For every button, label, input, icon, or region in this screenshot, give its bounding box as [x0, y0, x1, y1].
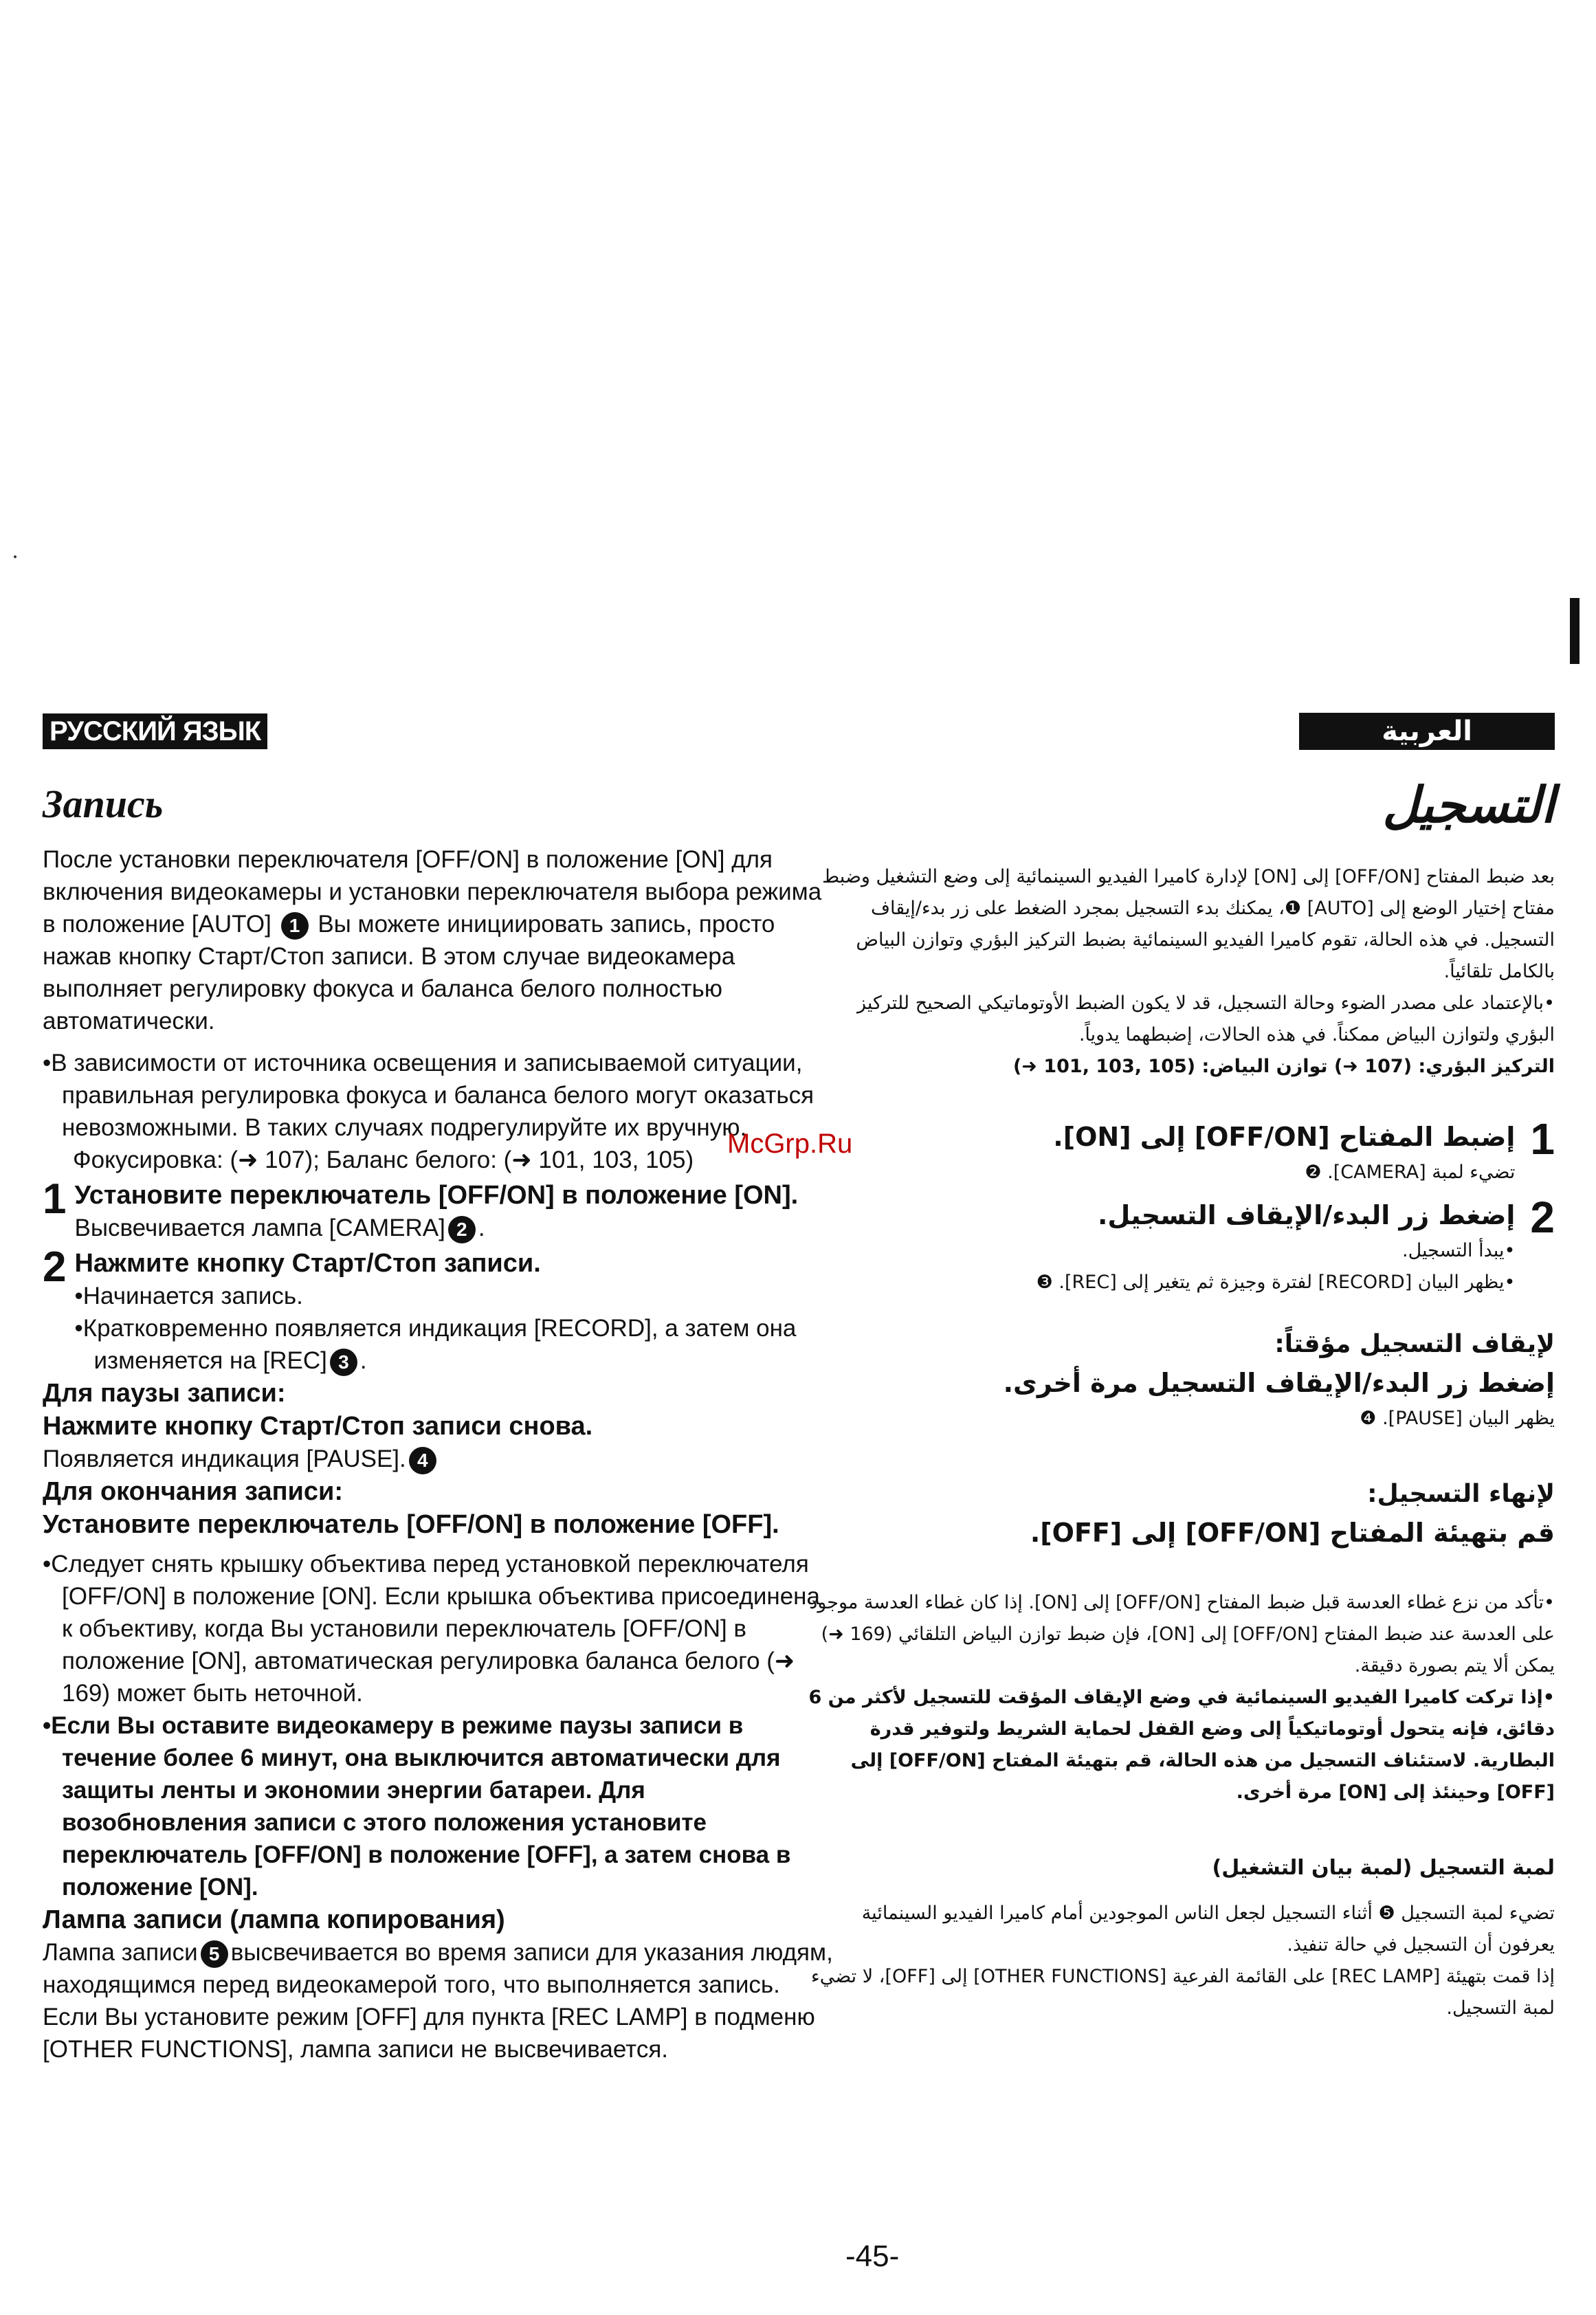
russian-language-badge: РУССКИЙ ЯЗЫК — [43, 713, 267, 749]
rec-lamp-setting: Если Вы установите режим [OFF] для пункта [REC LAMP] в подменю [OTHER FUNCTIONS], лампа записи не высвечивается. — [43, 2004, 815, 2063]
arabic-note-lighting: •بالإعتماد على مصدر الضوء وحالة التسجيل، قد لا يكون الضبط الأوتوماتيكي الصحيح للتركيز البؤري ولتوازن البياض ممكناً. في هذه الحالات، إضبطهما يدوياً. — [857, 993, 1555, 1045]
russian-column — [43, 715, 833, 2065]
arabic-rec-lamp-desc: تضيء لمبة التسجيل ❺ أثناء التسجيل لجعل الناس الموجودين أمام كاميرا الفيديو السينمائية يعرفون أن التسجيل في حالة تنفيذ. — [861, 1903, 1555, 1956]
step-number: 1 — [1530, 1114, 1555, 1164]
step-desc: تضيء لمبة [CAMERA]. ❷ — [1305, 1162, 1516, 1183]
arabic-pause-heading: لإيقاف التسجيل مؤقتاً: — [1274, 1330, 1555, 1358]
arabic-rec-lamp-heading: لمبة التسجيل (لمبة بيان التشغيل) — [1212, 1856, 1555, 1880]
arabic-step-2 — [806, 1195, 1555, 1298]
callout-2-icon: 2 — [448, 1216, 476, 1243]
rec-lamp-heading: Лампа записи (лампа копирования) — [43, 1905, 505, 1934]
russian-step-2 — [43, 1243, 833, 1377]
step-bullet: •Начинается запись. — [74, 1283, 303, 1309]
arabic-end-note-lens-cap: •تأكد من نزع غطاء العدسة قبل ضبط المفتاح [OFF/ON] إلى [ON]. إذا كان غطاء العدسة موجود على العدسة عند ضبط المفتاح [OFF/ON] إلى [ON]، فإن ضبط توازن البياض التلقائي (169 ➜) يمكن ألا يتم بصورة دقيقة. — [809, 1592, 1555, 1676]
end-note-lens-cap: •Следует снять крышку объектива перед установкой переключателя [OFF/ON] в положение [ON]. Если крышка объектива присоединена к объективу, когда Вы установили переключатель [OFF/ON] в положение [ON], автоматическая регулировка баланса белого (➜ 169) может быть неточной. — [43, 1551, 820, 1707]
russian-step-1: 1 Установите переключатель [OFF/ON] в положение [ON]. Высвечивается лампа [CAMERA] 2 . — [43, 1179, 833, 1244]
step-title: Нажмите кнопку Старт/Стоп записи. — [74, 1249, 541, 1278]
arabic-step-1 — [806, 1114, 1555, 1188]
pause-desc: Появляется индикация [PAUSE]. 4 — [43, 1443, 833, 1475]
step-bullet: •يبدأ التسجيل. — [1401, 1240, 1516, 1261]
russian-note-ref: Фокусировка: (➜ 107); Баланс белого: (➜ 101, 103, 105) — [73, 1147, 694, 1173]
scan-dot — [14, 555, 16, 558]
arabic-end-note-auto-off: •إذا تركت كاميرا الفيديو السينمائية في وضع الإيقاف المؤقت للتسجيل لأكثر من 6 دقائق، فإنه يتحول أوتوماتيكياً إلى وضع القفل لحماية الشريط ولتوفير قدرة البطارية. لاستئناف التسجيل من هذه الحالة، قم بتهيئة المفتاح [OFF/ON] إلى [OFF] وحينئذ إلى [ON] مرة أخرى. — [808, 1687, 1555, 1803]
watermark: McGrp.Ru — [727, 1129, 853, 1159]
callout-5-icon: 5 — [201, 1940, 228, 1968]
arabic-pause-action: إضغط زر البدء/الإيقاف التسجيل مرة أخرى. — [1003, 1368, 1555, 1398]
arabic-section-title: التسجيل — [1382, 775, 1555, 834]
step-title: Установите переключатель [OFF/ON] в положение [ON]. — [74, 1181, 799, 1210]
russian-note-lighting: •В зависимости от источника освещения и записываемой ситуации, правильная регулировка фокуса и баланса белого могут оказаться невозможными. В таких случаях подрегулируйте их вручную. — [43, 1050, 814, 1141]
step-number: 2 — [43, 1243, 67, 1291]
pause-heading: Для паузы записи: — [43, 1379, 286, 1408]
step-bullet: •Кратковременно появляется индикация [RECORD], а затем она изменяется на [REC] 3 . — [74, 1312, 833, 1377]
arabic-rec-lamp-setting: إذا قمت بتهيئة [REC LAMP] على القائمة الفرعية [OTHER FUNCTIONS] إلى [OFF]، لا تضيء لمبة التسجيل. — [811, 1966, 1555, 2019]
arabic-note-ref: التركيز البؤري: (107 ➜) توازن البياض: (105 ,103 ,101 ➜) — [1012, 1056, 1555, 1077]
russian-section-title: Запись — [43, 782, 164, 826]
end-note-auto-off: •Если Вы оставите видеокамеру в режиме паузы записи в течение более 6 минут, она выключится автоматически для защиты ленты и экономии энергии батареи. Для возобновления записи с этого положения установите переключатель [OFF/ON] в положение [OFF], а затем снова в положение [ON]. — [43, 1712, 791, 1901]
arabic-pause-desc: يظهر البيان [PAUSE]. ❹ — [1360, 1408, 1555, 1429]
step-bullet: •يظهر البيان [RECORD] لفترة وجيزة ثم يتغير إلى [REC]. ❸ — [1036, 1272, 1516, 1293]
rec-lamp-desc: Лампа записи 5 высвечивается во время записи для указания людям, находящимся перед видеокамерой того, что выполняется запись. — [43, 1939, 833, 1998]
callout-4-icon: 4 — [409, 1447, 436, 1474]
step-title: إضغط زر البدء/الإيقاف التسجيل. — [1097, 1200, 1516, 1230]
russian-intro: После установки переключателя [OFF/ON] в положение [ON] для включения видеокамеры и установки переключателя выбора режима в положение [AUTO] 1 Вы можете инициировать запись, просто нажав кнопку Старт/Стоп записи. В этом случае видеокамера выполняет регулировку фокуса и баланса белого полностью автоматически. — [43, 846, 822, 1034]
arabic-intro: بعد ضبط المفتاح [OFF/ON] إلى [ON] لإدارة كاميرا الفيديو السينمائية إلى وضع التشغيل وضبط مفتاح إختيار الوضع إلى [AUTO] ❶، يمكنك بدء التسجيل بمجرد الضغط على زر بدء/إيقاف التسجيل. في هذه الحالة، تقوم كاميرا الفيديو السينمائية بضبط التركيز البؤري وتوازن البياض بالكامل تلقائياً. — [822, 866, 1555, 982]
callout-3-icon: 3 — [330, 1349, 357, 1376]
arabic-end-action: قم بتهيئة المفتاح [OFF/ON] إلى [OFF]. — [1030, 1518, 1555, 1548]
page-edge-tab — [1570, 598, 1580, 664]
arabic-language-badge: العربية — [1299, 713, 1555, 750]
end-action: Установите переключатель [OFF/ON] в положение [OFF]. — [43, 1510, 779, 1539]
end-heading: Для окончания записи: — [43, 1477, 344, 1506]
step-title: إضبط المفتاح [OFF/ON] إلى [ON]. — [1053, 1122, 1516, 1152]
step-number: 2 — [1530, 1193, 1555, 1242]
callout-1-icon: 1 — [281, 912, 309, 940]
arabic-end-heading: لإنهاء التسجيل: — [1367, 1480, 1555, 1508]
page-number: -45- — [845, 2239, 900, 2273]
pause-action: Нажмите кнопку Старт/Стоп записи снова. — [43, 1412, 593, 1441]
step-number: 1 — [43, 1175, 67, 1223]
step-desc: Высвечивается лампа [CAMERA] — [74, 1215, 445, 1241]
arabic-column — [806, 715, 1555, 2024]
